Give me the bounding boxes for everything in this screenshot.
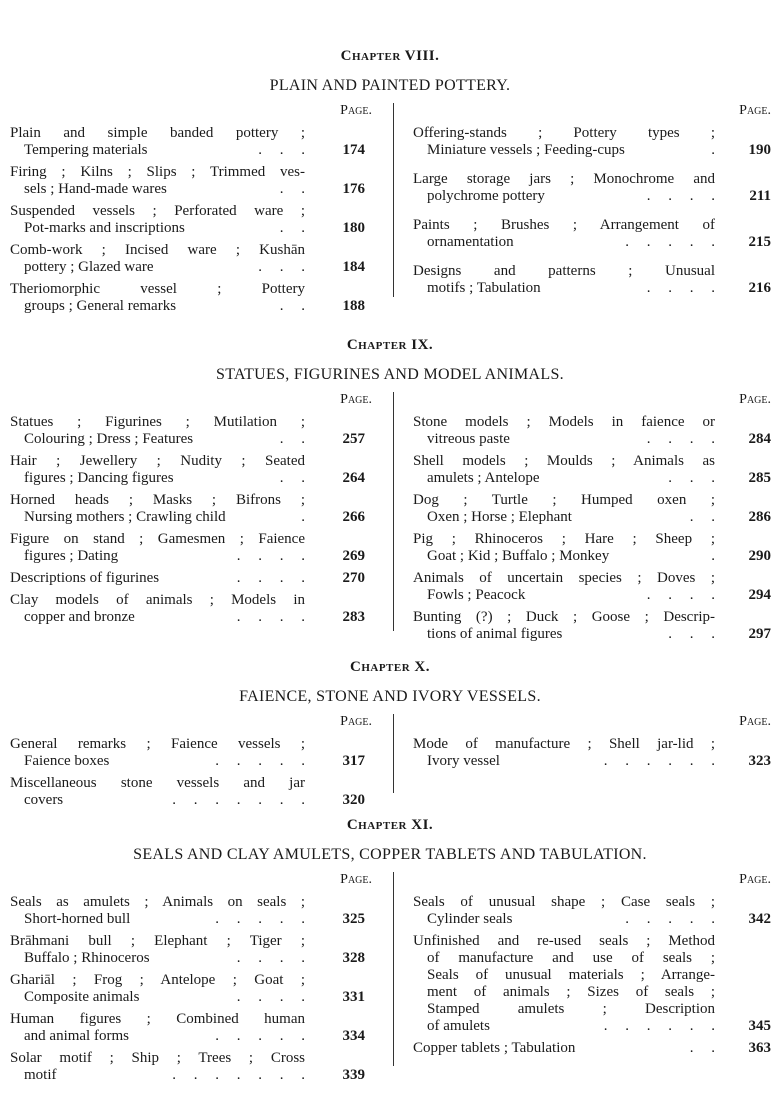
- page-number: 320: [342, 792, 365, 808]
- entry-line: figures ; Dating: [24, 548, 119, 564]
- entry-line: Brāhmani bull ; Elephant ; Tiger ;: [10, 933, 305, 949]
- page-column-header: Page.: [739, 103, 771, 118]
- entry-line: Descriptions of figurines: [10, 570, 160, 586]
- dot-leader: . .: [279, 431, 305, 447]
- entry-last-line: [10, 1028, 305, 1045]
- toc-entry: [10, 281, 365, 315]
- entry-line: Animals of uncertain species ; Doves ;: [413, 570, 715, 586]
- chapter-columns: [0, 714, 780, 808]
- page-number: 286: [748, 509, 771, 525]
- entry-last-line: [413, 911, 715, 928]
- page-number: 339: [342, 1067, 365, 1083]
- entry-line: Shell models ; Moulds ; Animals as: [413, 453, 715, 469]
- page-number: 270: [342, 570, 365, 586]
- entry-last-line: [413, 280, 715, 297]
- dot-leader: . . . .: [236, 950, 305, 966]
- toc-entry: [10, 242, 365, 276]
- entry-last-line: [10, 950, 305, 967]
- entry-line: Dog ; Turtle ; Humped oxen ;: [413, 492, 715, 508]
- entry-line: covers: [24, 792, 64, 808]
- entry-line: Seals as amulets ; Animals on seals ;: [10, 894, 305, 910]
- entry-text: [413, 570, 715, 604]
- entry-line: Miscellaneous stone vessels and jar: [10, 775, 305, 791]
- entry-last-line: [413, 509, 715, 526]
- column-divider: [393, 103, 394, 297]
- entry-text: [10, 414, 305, 448]
- page-number: 331: [342, 989, 365, 1005]
- entry-text: [413, 125, 715, 159]
- page-number: 345: [748, 1018, 771, 1034]
- dot-leader: . . . .: [646, 431, 715, 447]
- entry-line: and animal forms: [24, 1028, 129, 1044]
- entry-text: [10, 933, 305, 967]
- page-number: 180: [342, 220, 365, 236]
- entry-text: [10, 531, 305, 565]
- chapter-heading: Chapter X.: [349, 659, 430, 675]
- page-number: 297: [748, 626, 771, 642]
- page-number: 264: [342, 470, 365, 486]
- entry-line: Tempering materials: [24, 142, 148, 158]
- entry-line: Unfinished and re-used seals ; Method: [413, 933, 715, 949]
- entry-text: [413, 171, 715, 205]
- entry-text: [10, 242, 305, 276]
- dot-leader: . . . .: [646, 587, 715, 603]
- page-number: 328: [342, 950, 365, 966]
- page-number: 317: [342, 753, 365, 769]
- entry-text: [413, 736, 715, 770]
- entry-last-line: [10, 792, 305, 809]
- column-divider: [393, 392, 394, 631]
- dot-leader: . . . . .: [625, 911, 715, 927]
- entry-line: Clay models of animals ; Models in: [10, 592, 305, 608]
- toc-entry: [10, 775, 365, 809]
- entry-text: [10, 125, 305, 159]
- dot-leader: . .: [689, 509, 715, 525]
- entry-line: of manufacture and use of seals ;: [427, 950, 715, 966]
- page-number: 216: [748, 280, 771, 296]
- right-column: [413, 714, 773, 775]
- entry-line: Ivory vessel: [427, 753, 500, 769]
- toc-entry: [10, 453, 365, 487]
- dot-leader: . . .: [668, 470, 715, 486]
- entry-text: [413, 894, 715, 928]
- entry-last-line: [413, 234, 715, 251]
- page-number: 290: [748, 548, 771, 564]
- entry-text: [10, 492, 305, 526]
- entry-last-line: [413, 626, 715, 643]
- entry-line: ornamentation: [427, 234, 514, 250]
- entry-line: Miniature vessels ; Feeding-cups: [427, 142, 625, 158]
- entry-text: [10, 203, 305, 237]
- page-number: 285: [748, 470, 771, 486]
- toc-entry: [10, 164, 365, 198]
- dot-leader: . . . .: [236, 609, 305, 625]
- entry-text: [413, 609, 715, 643]
- entry-last-line: [10, 142, 305, 159]
- toc-entry: [10, 531, 365, 565]
- entry-line: Stone models ; Models in faience or: [413, 414, 715, 430]
- entry-line: Faience boxes: [24, 753, 110, 769]
- entry-line: polychrome pottery: [427, 188, 545, 204]
- page-number: 334: [342, 1028, 365, 1044]
- entry-text: [413, 933, 715, 1035]
- entry-last-line: [10, 1067, 305, 1084]
- entry-last-line: [10, 470, 305, 487]
- dot-leader: . . . . .: [625, 234, 715, 250]
- left-column: [10, 714, 372, 814]
- entry-text: [10, 164, 305, 198]
- dot-leader: . . . .: [646, 280, 715, 296]
- entry-text: [413, 414, 715, 448]
- entry-last-line: [10, 181, 305, 198]
- dot-leader: . . .: [668, 626, 715, 642]
- page-number: 211: [749, 188, 771, 204]
- entry-line: Seals of unusual materials ; Arrange-: [427, 967, 715, 983]
- entry-line: Composite animals: [24, 989, 140, 1005]
- column-divider: [393, 872, 394, 1066]
- page-number: 184: [342, 259, 365, 275]
- entry-last-line: [10, 570, 305, 587]
- entry-last-line: [10, 259, 305, 276]
- entry-last-line: [10, 431, 305, 448]
- page-number: 176: [342, 181, 365, 197]
- entry-last-line: [10, 509, 305, 526]
- dot-leader: .: [711, 548, 715, 564]
- entry-last-line: [413, 753, 715, 770]
- left-column: [10, 872, 372, 1089]
- entry-line: of amulets: [427, 1018, 490, 1034]
- toc-entry: [413, 933, 773, 1035]
- toc-entry: [10, 203, 365, 237]
- entry-line: Short-horned bull: [24, 911, 131, 927]
- entry-text: [10, 592, 305, 626]
- page-column-header: Page.: [739, 714, 771, 729]
- entry-line: Plain and simple banded pottery ;: [10, 125, 305, 141]
- toc-entry: [10, 592, 365, 626]
- page-number: 342: [748, 911, 771, 927]
- entry-text: [10, 281, 305, 315]
- entry-last-line: [413, 431, 715, 448]
- toc-entry: [10, 1011, 365, 1045]
- entry-last-line: [10, 753, 305, 770]
- chapter-title: PLAIN AND PAINTED POTTERY.: [269, 77, 511, 94]
- entry-last-line: [413, 188, 715, 205]
- right-column: [413, 872, 773, 1062]
- entry-text: [413, 531, 715, 565]
- page-number: 323: [748, 753, 771, 769]
- entry-line: motifs ; Tabulation: [427, 280, 541, 296]
- entry-line: Pot-marks and inscriptions: [24, 220, 185, 236]
- dot-leader: . .: [689, 1040, 715, 1056]
- page-column-header: Page.: [340, 392, 372, 407]
- entry-last-line: [10, 298, 305, 315]
- toc-entry: [10, 570, 365, 587]
- page-number: 190: [748, 142, 771, 158]
- page-number: 325: [342, 911, 365, 927]
- page-column-header: Page.: [739, 392, 771, 407]
- entry-text: [10, 775, 305, 809]
- page-number: 174: [342, 142, 365, 158]
- left-column: [10, 103, 372, 320]
- entry-text: [10, 736, 305, 770]
- entry-line: Figure on stand ; Gamesmen ; Faience: [10, 531, 305, 547]
- dot-leader: . . .: [258, 259, 305, 275]
- entry-line: Oxen ; Horse ; Elephant: [427, 509, 572, 525]
- chapter-title: SEALS AND CLAY AMULETS, COPPER TABLETS AND TABULATION.: [133, 846, 647, 863]
- entry-last-line: [10, 220, 305, 237]
- chapter-columns: [0, 872, 780, 1083]
- chapter-section: [0, 659, 780, 808]
- toc-entry: [413, 570, 773, 604]
- dot-leader: . .: [279, 470, 305, 486]
- entry-line: pottery ; Glazed ware: [24, 259, 154, 275]
- entry-line: Suspended vessels ; Perforated ware ;: [10, 203, 305, 219]
- dot-leader: . . . .: [646, 188, 715, 204]
- entry-line: vitreous paste: [427, 431, 510, 447]
- toc-entry: [413, 609, 773, 643]
- entry-line: Stamped amulets ; Description: [427, 1001, 715, 1017]
- entry-last-line: [10, 609, 305, 626]
- toc-entry: [10, 414, 365, 448]
- entry-text: [413, 217, 715, 251]
- toc-entry: [10, 933, 365, 967]
- page-column-header: Page.: [340, 103, 372, 118]
- dot-leader: . . . . .: [215, 753, 305, 769]
- entry-text: [413, 263, 715, 297]
- entry-line: Comb-work ; Incised ware ; Kushān: [10, 242, 305, 258]
- entry-text: [10, 1050, 305, 1084]
- page-number: 215: [748, 234, 771, 250]
- entry-line: Buffalo ; Rhinoceros: [24, 950, 150, 966]
- dot-leader: . .: [279, 220, 305, 236]
- entry-line: figures ; Dancing figures: [24, 470, 174, 486]
- entry-line: Designs and patterns ; Unusual: [413, 263, 715, 279]
- entry-line: groups ; General remarks: [24, 298, 177, 314]
- entry-text: [10, 1011, 305, 1045]
- toc-entry: [10, 492, 365, 526]
- page-number: 188: [342, 298, 365, 314]
- page-number: 257: [342, 431, 365, 447]
- dot-leader: . . . .: [236, 989, 305, 1005]
- right-column: [413, 103, 773, 309]
- entry-last-line: [413, 470, 715, 487]
- entry-last-line: [10, 911, 305, 928]
- toc-entry: [413, 531, 773, 565]
- toc-entry: [10, 125, 365, 159]
- page-number: 294: [748, 587, 771, 603]
- entry-line: Large storage jars ; Monochrome and: [413, 171, 715, 187]
- toc-entry: [10, 1050, 365, 1084]
- dot-leader: . . . . . .: [603, 753, 715, 769]
- entry-last-line: [10, 548, 305, 565]
- entry-line: Seals of unusual shape ; Case seals ;: [413, 894, 715, 910]
- entry-text: [10, 972, 305, 1006]
- page-column-header: Page.: [739, 872, 771, 887]
- entry-last-line: [413, 1040, 715, 1057]
- entry-text: [10, 570, 305, 587]
- entry-line: Hair ; Jewellery ; Nudity ; Seated: [10, 453, 305, 469]
- page-number: 269: [342, 548, 365, 564]
- dot-leader: . . . . .: [215, 1028, 305, 1044]
- chapter-section: [0, 48, 780, 314]
- entry-last-line: [413, 587, 715, 604]
- entry-line: Mode of manufacture ; Shell jar-lid ;: [413, 736, 715, 752]
- chapter-title: STATUES, FIGURINES AND MODEL ANIMALS.: [216, 366, 564, 383]
- chapter-heading: Chapter VIII.: [340, 48, 440, 64]
- page-column-header: Page.: [340, 872, 372, 887]
- toc-entry: [413, 492, 773, 526]
- page-column-header: Page.: [340, 714, 372, 729]
- entry-line: amulets ; Antelope: [427, 470, 540, 486]
- chapter-section: [0, 817, 780, 1083]
- entry-line: Ghariāl ; Frog ; Antelope ; Goat ;: [10, 972, 305, 988]
- entry-line: ment of animals ; Sizes of seals ;: [427, 984, 715, 1000]
- right-column: [413, 392, 773, 648]
- toc-entry: [413, 453, 773, 487]
- entry-text: [10, 453, 305, 487]
- entry-line: copper and bronze: [24, 609, 135, 625]
- entry-line: Pig ; Rhinoceros ; Hare ; Sheep ;: [413, 531, 715, 547]
- entry-line: Colouring ; Dress ; Features: [24, 431, 194, 447]
- toc-entry: [413, 263, 773, 297]
- entry-line: motif: [24, 1067, 57, 1083]
- dot-leader: . . . .: [236, 548, 305, 564]
- toc-entry: [413, 414, 773, 448]
- toc-entry: [413, 1040, 773, 1057]
- chapter-columns: [0, 103, 780, 314]
- toc-entry: [413, 736, 773, 770]
- entry-line: Paints ; Brushes ; Arrangement of: [413, 217, 715, 233]
- toc-entry: [413, 125, 773, 159]
- entry-last-line: [413, 548, 715, 565]
- dot-leader: .: [711, 142, 715, 158]
- chapter-section: [0, 337, 780, 642]
- dot-leader: .: [301, 509, 305, 525]
- dot-leader: . . . . . .: [603, 1018, 715, 1034]
- entry-line: Bunting (?) ; Duck ; Goose ; Descrip-: [413, 609, 715, 625]
- entry-text: [413, 1040, 715, 1057]
- entry-line: Solar motif ; Ship ; Trees ; Cross: [10, 1050, 305, 1066]
- left-column: [10, 392, 372, 631]
- entry-line: Theriomorphic vessel ; Pottery: [10, 281, 305, 297]
- entry-line: Firing ; Kilns ; Slips ; Trimmed ves-: [10, 164, 305, 180]
- entry-text: [413, 492, 715, 526]
- entry-line: Horned heads ; Masks ; Bifrons ;: [10, 492, 305, 508]
- toc-entry: [10, 972, 365, 1006]
- toc-entry: [10, 894, 365, 928]
- entry-text: [10, 894, 305, 928]
- entry-last-line: [413, 1018, 715, 1035]
- toc-entry: [10, 736, 365, 770]
- entry-line: Human figures ; Combined human: [10, 1011, 305, 1027]
- entry-last-line: [413, 142, 715, 159]
- dot-leader: . . . .: [236, 570, 305, 586]
- entry-text: [413, 453, 715, 487]
- dot-leader: . . . . . . .: [172, 792, 305, 808]
- entry-line: Cylinder seals: [427, 911, 513, 927]
- dot-leader: . .: [279, 181, 305, 197]
- entry-line: Offering-stands ; Pottery types ;: [413, 125, 715, 141]
- dot-leader: . . .: [258, 142, 305, 158]
- column-divider: [393, 714, 394, 793]
- entry-line: Copper tablets ; Tabulation: [413, 1040, 576, 1056]
- toc-entry: [413, 217, 773, 251]
- chapter-heading: Chapter IX.: [346, 337, 434, 353]
- entry-last-line: [10, 989, 305, 1006]
- chapter-title: FAIENCE, STONE AND IVORY VESSELS.: [239, 688, 541, 705]
- chapter-heading: Chapter XI.: [346, 817, 434, 833]
- page-number: 284: [748, 431, 771, 447]
- page-number: 363: [748, 1040, 771, 1056]
- page-number: 266: [342, 509, 365, 525]
- dot-leader: . .: [279, 298, 305, 314]
- entry-line: Fowls ; Peacock: [427, 587, 526, 603]
- chapter-columns: [0, 392, 780, 642]
- dot-leader: . . . . . . .: [172, 1067, 305, 1083]
- entry-line: sels ; Hand-made wares: [24, 181, 167, 197]
- entry-line: tions of animal figures: [427, 626, 563, 642]
- toc-entry: [413, 894, 773, 928]
- toc-entry: [413, 171, 773, 205]
- page-number: 283: [342, 609, 365, 625]
- entry-line: Goat ; Kid ; Buffalo ; Monkey: [427, 548, 610, 564]
- entry-line: Statues ; Figurines ; Mutilation ;: [10, 414, 305, 430]
- dot-leader: . . . . .: [215, 911, 305, 927]
- entry-line: General remarks ; Faience vessels ;: [10, 736, 305, 752]
- entry-line: Nursing mothers ; Crawling child: [24, 509, 226, 525]
